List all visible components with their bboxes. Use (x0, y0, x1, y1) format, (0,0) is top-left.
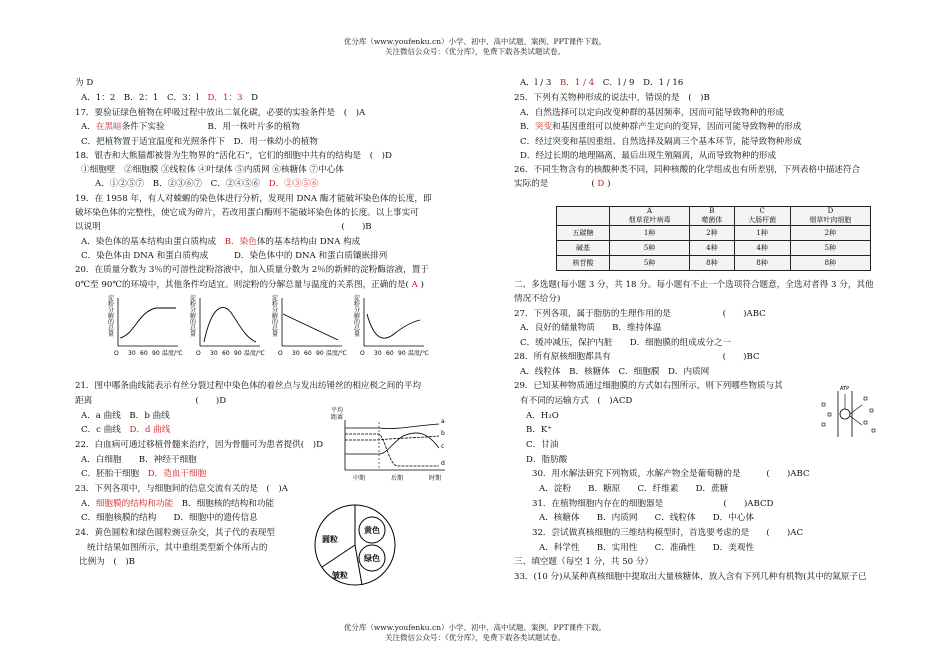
section-2-title: 情况不给分) (514, 294, 561, 304)
q18-stem: 18．银杏和大熊猫都被誉为生物界的“活化石”，它们的细胞中共有的结构是 ( )D (75, 151, 392, 161)
table-header (690, 207, 734, 226)
q29-option-d: D．脂肪酸 (526, 455, 568, 465)
answer-highlight: 在黑暗 (95, 122, 122, 132)
text-span: D (242, 93, 259, 103)
q24-stem: 统计结果如图所示，其中重组类型新个体所占的 (87, 543, 268, 553)
header-letter: B (709, 207, 715, 215)
curve-a (345, 424, 439, 429)
molecule (864, 397, 867, 400)
q25-option-d: D．经过长期的地理隔离，最后出现生殖隔离，从而导致物种的形成 (520, 151, 777, 161)
text-span: C．胚胎干细胞 (81, 469, 148, 479)
text-span: ) (420, 280, 424, 290)
text-span: C．l / 9 D．1 / 16 (594, 78, 684, 88)
answer-highlight: D．造血干细胞 (147, 469, 207, 479)
text-span: A． (81, 122, 96, 132)
x-axis-label: 温度/℃ (244, 350, 265, 357)
x-tick-label: 后期 (391, 475, 404, 482)
q30-options: A．淀粉 B．糖原 C．纤维素 D．蔗糖 (539, 484, 729, 494)
q20-graph-a (108, 294, 183, 357)
q29-option-a: A．H₂O (526, 411, 559, 421)
q22-options-cd (81, 469, 206, 480)
q26-table (556, 206, 871, 271)
segment-label-yellow: 黄色 (364, 526, 380, 535)
q19-options-cd: C．染色体由 DNA 和蛋白质构成 D．染色体中的 DNA 和蛋白质镶嵌排列 (81, 251, 388, 261)
y-axis-label: 淀粉分解的总量 (108, 295, 115, 338)
text-line: 为 D (75, 78, 94, 88)
q21-options-cd (81, 425, 170, 436)
tick-label: 60 (222, 350, 230, 357)
x-axis-label: 温度/℃ (408, 350, 429, 357)
curve (367, 314, 420, 338)
q32-stem: 32．尝试做真核细胞的三维结构模型时，首选要考虑的是 ( )AC (532, 528, 804, 538)
table-header-row (557, 207, 871, 226)
text-span: 0℃至 90℃的环境中，其他条件均适宜。则淀粉的分解总量与温度的关系图，正确的是( (75, 280, 409, 290)
q23-options-cd: C．细胞核膜的结构 D．细胞中的遗传信息 (81, 513, 258, 523)
q19-stem: 以说明 ( )B (75, 222, 372, 232)
q20-graphs (100, 294, 440, 362)
q27-options-cd: C．缓冲减压，保护内脏 D．细胞膜的组成成分之一 (520, 338, 732, 348)
footer-line-2: 关注微信公众号：《优分库》，免费下载各类试题试卷。 (385, 633, 565, 642)
text-span: 条件下实验 B．用一株叶片多的植物 (121, 122, 300, 132)
tick-label: 90 (316, 350, 324, 357)
tick-label: 60 (140, 350, 148, 357)
segment-label-wrinkled: 皱粒 (332, 571, 348, 580)
tick-label: 30 (374, 350, 382, 357)
q27-stem: 27．下列各项，属于脂肪的生理作用的是 ( )ABC (514, 309, 766, 319)
table-cell: 5种 (610, 241, 690, 256)
x-tick-label: 中期 (353, 475, 366, 482)
text-span: B．细胞核的结构和功能 (173, 499, 275, 509)
curve-c (345, 433, 439, 454)
table-header (734, 207, 790, 226)
q25-option-b (520, 122, 801, 133)
y-axis-label: 平均距离 (331, 407, 344, 421)
q31-options: A．核糖体 B．内质网 C．线粒体 D．中心体 (539, 513, 755, 523)
table-cell: 1种 (610, 226, 690, 241)
q22-stem: 22．白血病可通过移植骨髓来治疗，因为骨髓可为患者提供( )D (75, 440, 323, 450)
text-span: A． (81, 499, 96, 509)
header-name: 噬菌体 (701, 216, 723, 224)
origin-label: O (114, 350, 119, 357)
answer-highlight: D．1：3 (207, 93, 243, 103)
text-span: 实际的是 ( (514, 179, 595, 189)
tick-label: 90 (398, 350, 406, 357)
q25-option-a: A．自然选择可以定向改变种群的基因频率，因而可能导致物种的形成 (520, 108, 785, 118)
atp-label: ATP (840, 386, 850, 392)
text-span: A．①②⑤⑦ B．②③⑥⑦ C．②④⑤⑥ (95, 179, 269, 189)
tick-label: 30 (292, 350, 300, 357)
header-letter: D (827, 207, 834, 215)
table-cell: 8种 (790, 256, 870, 271)
origin-label: O (196, 350, 201, 357)
x-axis-label: 温度/℃ (326, 350, 347, 357)
table-cell: 5种 (610, 256, 690, 271)
section-3-title: 三、填空题（每空 1 分，共 50 分） (514, 557, 654, 567)
q20-stem (75, 280, 424, 291)
q28-stem: 28．所有原核细胞都具有 ( )BC (514, 352, 760, 362)
q20-graph-b (190, 294, 265, 357)
q30-stem: 30．用水解法研究下列物质，水解产物全是葡萄糖的是 ( )ABC (532, 469, 810, 479)
molecule (872, 429, 875, 432)
curve (204, 307, 256, 342)
q31-stem: 31．在植物细胞内存在的细胞器是 ( )ABCD (532, 499, 774, 509)
text-span: 和基因重组可以使种群产生定向的变异，因而可能导致物种的形成 (552, 122, 802, 132)
q27-options-ab: A．良好的储量物质 B．维持体温 (520, 323, 662, 333)
row-label: 五碳糖 (557, 226, 610, 241)
tick-label: 90 (234, 350, 242, 357)
text-span: A．l / 3 (520, 78, 560, 88)
molecule (864, 421, 867, 424)
table-row (557, 241, 871, 256)
q18-structures: ①细胞壁 ②细胞膜 ③线粒体 ④叶绿体 ⑤内质网 ⑥核糖体 ⑦中心体 (81, 165, 344, 175)
row-label: 碱基 (557, 241, 610, 256)
tick-label: 60 (386, 350, 394, 357)
x-tick-label: 时期 (429, 475, 442, 482)
q21-graph (327, 404, 452, 484)
footer-line-1: 优分库（www.youfenku.cn）小学、初中、高中试题、案例、PPT课件下载。 (343, 623, 607, 632)
table-cell: 2种 (790, 226, 870, 241)
y-axis-label: 淀粉分解的总量 (354, 295, 361, 338)
header-letter: A (647, 207, 653, 215)
q21-options-ab: A．a 曲线 B．b 曲线 (81, 411, 170, 421)
answer-highlight: 细胞膜的结构和功能 (95, 499, 174, 509)
q20-graph-c (272, 294, 347, 357)
carrier-protein (840, 409, 850, 419)
q29-option-c: C．甘油 (526, 440, 559, 450)
curve-label: d (441, 460, 445, 467)
table-header (790, 207, 870, 226)
q16-options (81, 93, 258, 104)
table-corner (557, 207, 610, 226)
curve-d (345, 434, 439, 466)
q24-figure (310, 500, 400, 590)
y-axis-label: 淀粉分解的总量 (272, 295, 279, 338)
q29-stem: 29．已知某种物质通过细胞膜的方式如右图所示，则下列哪些物质与其 (514, 381, 783, 391)
row-label: 核苷酸 (557, 256, 610, 271)
answer-highlight: A (408, 280, 421, 290)
origin-label: O (278, 350, 283, 357)
q26-stem (514, 179, 610, 190)
molecule (870, 409, 873, 412)
table-row (557, 226, 871, 241)
q24-options (520, 78, 683, 89)
tick-label: 30 (210, 350, 218, 357)
table-cell: 1种 (734, 226, 790, 241)
table-header (610, 207, 690, 226)
tick-label: 30 (128, 350, 136, 357)
header-name: 大肠杆菌 (748, 216, 777, 224)
q29-stem: 有不同的运输方式 ( )ACD (520, 396, 633, 406)
table-cell: 4种 (690, 241, 734, 256)
q24-stem: 24．黄色圆粒和绿色圆粒豌豆杂交，其子代的表现型 (75, 528, 275, 538)
y-axis-label: 淀粉分解的总量 (190, 295, 197, 338)
curve-label: a (441, 418, 445, 425)
header-line-2: 关注微信公众号：《优分库》，免费下载各类试题试卷。 (385, 47, 565, 56)
q25-stem: 25．下列有关物种形成的说法中，错误的是 ( )B (514, 93, 710, 103)
q17-stem: 17．要验证绿色植物在呼吸过程中放出二氧化碳，必要的实验条件是 ( )A (75, 108, 366, 118)
q17-options-cd: C．把植物置于适宜温度和光照条件下 D．用一株幼小的植物 (81, 137, 318, 147)
section-2-title: 二、多选题(每小题 3 分，共 18 分。每小题有不止一个选项符合题意，全选对者得 3 分，其他 (514, 280, 874, 290)
molecule (822, 423, 825, 426)
q28-options: A．线粒体 B．核糖体 C．细胞膜 D．内质网 (520, 367, 710, 377)
answer-highlight: D (594, 179, 608, 189)
tick-label: 90 (152, 350, 160, 357)
curve-b (345, 436, 439, 440)
curve-label: c (441, 443, 445, 450)
q29-option-b: B．K⁺ (526, 425, 552, 435)
q17-options-ab (81, 122, 300, 133)
q18-options (95, 179, 319, 190)
q22-options-ab: A．白细胞 B．神经干细胞 (81, 455, 197, 465)
q29-membrane-figure (818, 383, 880, 441)
origin-label: O (360, 350, 365, 357)
q21-stem: 21．图中哪条曲线能表示有丝分裂过程中染色体的着丝点与发出纺锤丝的相应极之间的平均 (75, 381, 422, 391)
q24-stem: 比例为 ( )B (79, 557, 135, 567)
tick-label: 60 (304, 350, 312, 357)
text-span: C．c 曲线 (81, 425, 130, 435)
curve (283, 314, 338, 340)
q19-stem: 19．在 1958 年，有人对蝾螈的染色体进行分析，发现用 DNA 酶才能破坏染色体的长度，即 (75, 194, 432, 204)
segment-label-green: 绿色 (364, 554, 380, 563)
molecule (828, 413, 831, 416)
table-cell: 2种 (690, 226, 734, 241)
q33-stem: 33．(10 分)从某种真核细胞中提取出大量核糖体，放入含有下列几种有机物(其中的氮原子已 (514, 572, 867, 582)
answer-highlight: B．染色 (224, 237, 257, 247)
q26-stem: 26．不同生物含有的核酸种类不同，同种核酸的化学组成也有所差别，下列表格中描述符合 (514, 165, 861, 175)
table-cell: 4种 (734, 241, 790, 256)
table-cell: 5种 (790, 241, 870, 256)
q19-options-ab (81, 237, 360, 248)
x-axis-label: 温度/℃ (162, 350, 183, 357)
table-cell: 8种 (734, 256, 790, 271)
q20-stem: 20．在质量分数为 3％的可溶性淀粉溶液中，加入质量分数为 2％的新鲜的淀粉酶溶液，置于 (75, 265, 429, 275)
header-name: 烟草叶肉细胞 (809, 216, 852, 224)
curve-label: b (441, 430, 445, 437)
curve (120, 308, 176, 338)
q21-stem: 距离 ( )D (75, 396, 227, 406)
answer-highlight: B．1 / 4 (559, 78, 595, 88)
q23-options-ab (81, 499, 274, 510)
header-name: 烟草花叶病毒 (628, 216, 671, 224)
answer-highlight: D．②③⑤⑥ (268, 179, 319, 189)
header-line-1: 优分库（www.youfenku.cn）小学、初中、高中试题、案例、PPT课件下载。 (343, 37, 607, 46)
q25-option-c: C．经过突变和基因重组、自然选择及隔离三个基本环节，能导致物种形成 (520, 137, 802, 147)
answer-highlight: D．d 曲线 (129, 425, 171, 435)
header-letter: C (759, 207, 765, 215)
q32-options: A．科学性 B．实用性 C．准确性 D．美观性 (539, 543, 755, 553)
table-cell: 8种 (690, 256, 734, 271)
answer-highlight: 突变 (534, 122, 553, 132)
q19-stem: 破坏染色体的完整性，使它成为碎片，若改用蛋白酶则不能破坏染色体的长度。以上事实可 (75, 208, 419, 218)
table-row (557, 256, 871, 271)
segment-label-round: 圆粒 (322, 535, 338, 544)
molecule (822, 403, 825, 406)
text-span: A．染色体的基本结构由蛋白质构成 (81, 237, 225, 247)
text-span: 体的基本结构由 DNA 构成 (256, 237, 361, 247)
text-span: B． (520, 122, 535, 132)
text-span: A．1：2 B．2：1 C．3：l (81, 93, 208, 103)
q23-stem: 23．下列各项中，与细胞间的信息交流有关的是 ( )A (75, 484, 288, 494)
text-span: ) (607, 179, 611, 189)
q20-graph-d (354, 294, 429, 357)
